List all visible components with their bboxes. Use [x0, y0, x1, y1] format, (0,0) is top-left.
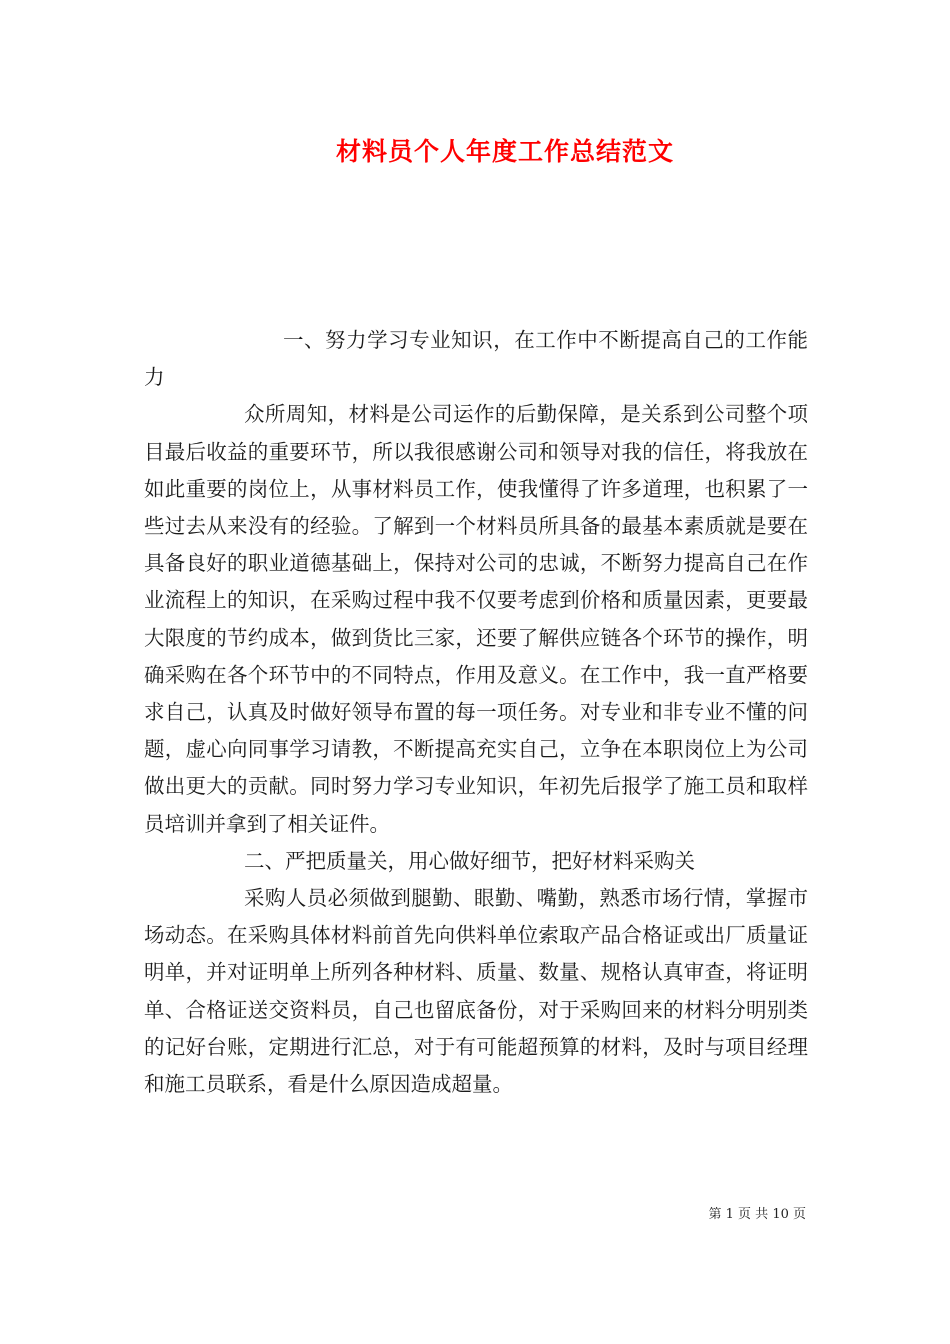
section-heading-1: 一、努力学习专业知识，在工作中不断提高自己的工作能力: [144, 328, 808, 390]
body-paragraph-1: 众所周知，材料是公司运作的后勤保障，是关系到公司整个项目最后收益的重要环节，所以我很感谢公司和领导对我的信任，将我放在如此重要的岗位上，从事材料员工作，使我懂得了许多道理，也积累了一些过去从来没有的经验。了解到一个材料员所具备的最基本素质就是要在具备良好的职业道德基础上，保持对公司的忠诚，不断努力提高自己在作业流程上的知识，在采购过程中我不仅要考虑到价格和质量因素，更要最大限度的节约成本，做到货比三家，还要了解供应链各个环节的操作，明确采购在各个环节中的不同特点，作用及意义。在工作中，我一直严格要求自己，认真及时做好领导布置的每一项任务。对专业和非专业不懂的问题，虚心向同事学习请教，不断提高充实自己，立争在本职岗位上为公司做出更大的贡献。同时努力学习专业知识，年初先后报学了施工员和取样员培训并拿到了相关证件。: [144, 402, 808, 836]
document-body: [144, 322, 808, 1103]
page-number: 第 1 页 共 10 页: [708, 1207, 806, 1222]
body-paragraph-2: 采购人员必须做到腿勤、眼勤、嘴勤，熟悉市场行情，掌握市场动态。在采购具体材料前首先向供料单位索取产品合格证或出厂质量证明单，并对证明单上所列各种材料、质量、数量、规格认真审查，将证明单、合格证送交资料员，自己也留底备份，对于采购回来的材料分明别类的记好台账，定期进行汇总，对于有可能超预算的材料，及时与项目经理和施工员联系，看是什么原因造成超量。: [144, 886, 808, 1097]
section-heading-2: 二、严把质量关，用心做好细节，把好材料采购关: [244, 848, 695, 873]
document-title: 材料员个人年度工作总结范文: [335, 137, 674, 166]
